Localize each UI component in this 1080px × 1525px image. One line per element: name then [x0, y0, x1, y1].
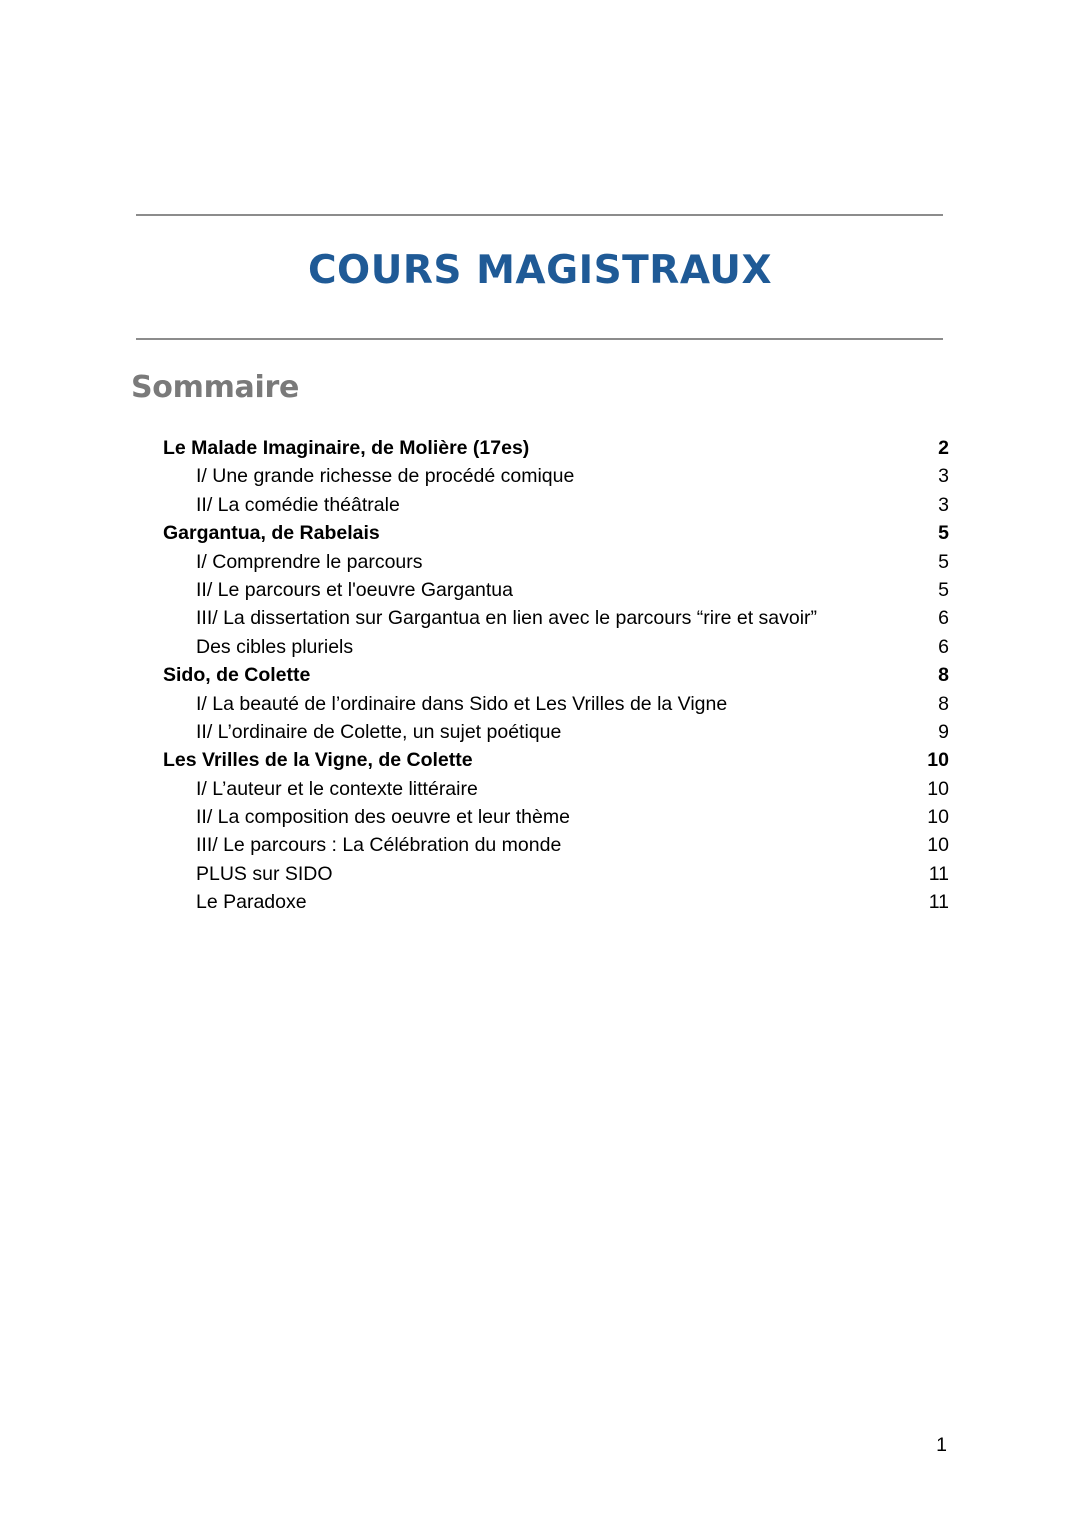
- toc-entry-page[interactable]: 5: [938, 522, 949, 545]
- toc-entry[interactable]: [163, 462, 949, 490]
- toc-entry[interactable]: [163, 718, 949, 746]
- toc-entry[interactable]: [163, 888, 949, 916]
- toc-entry-label[interactable]: Le Malade Imaginaire, de Molière (17es): [163, 437, 530, 459]
- toc-entry[interactable]: [163, 860, 949, 888]
- toc-entry-label[interactable]: II/ Le parcours et l'oeuvre Gargantua: [196, 578, 513, 601]
- toc-entry-label[interactable]: PLUS sur SIDO: [196, 862, 333, 885]
- toc-entry-label[interactable]: Les Vrilles de la Vigne, de Colette: [163, 749, 473, 772]
- toc-entry-page[interactable]: 11: [928, 891, 949, 914]
- toc-entry-page[interactable]: 10: [927, 777, 949, 800]
- toc-entry[interactable]: [163, 690, 949, 718]
- document-title: COURS MAGISTRAUX: [307, 248, 773, 293]
- toc-entry[interactable]: [163, 519, 949, 547]
- toc-entry[interactable]: [163, 633, 949, 661]
- toc-entry-page[interactable]: 5: [938, 578, 949, 601]
- toc-entry[interactable]: [163, 746, 949, 774]
- toc-entry[interactable]: [163, 803, 949, 831]
- toc-entry-page[interactable]: 11: [928, 862, 949, 885]
- toc-entry[interactable]: [163, 434, 949, 462]
- toc-entry[interactable]: [163, 576, 949, 604]
- toc-entry-label[interactable]: I/ Une grande richesse de procédé comique: [196, 465, 575, 488]
- toc-entry-page[interactable]: 8: [938, 664, 949, 687]
- toc-entry-label[interactable]: Le Paradoxe: [196, 891, 307, 914]
- toc-entry-page[interactable]: 10: [927, 749, 949, 772]
- page-number: 1: [936, 1434, 947, 1456]
- toc-entry-page[interactable]: 5: [938, 550, 949, 573]
- toc-entry-page[interactable]: 2: [938, 437, 949, 459]
- toc-entry-page[interactable]: 6: [938, 635, 949, 658]
- table-of-contents: [163, 434, 949, 917]
- toc-entry[interactable]: [163, 491, 949, 519]
- toc-entry[interactable]: [163, 548, 949, 576]
- toc-entry-label[interactable]: I/ L’auteur et le contexte littéraire: [196, 777, 478, 800]
- toc-entry-label[interactable]: I/ La beauté de l’ordinaire dans Sido et Les Vrilles de la Vigne: [196, 692, 728, 715]
- toc-heading: Sommaire: [131, 370, 300, 405]
- toc-entry-page[interactable]: 10: [927, 806, 949, 829]
- toc-entry-label[interactable]: I/ Comprendre le parcours: [196, 550, 423, 573]
- toc-entry[interactable]: [163, 661, 949, 689]
- toc-entry[interactable]: [163, 775, 949, 803]
- toc-entry-page[interactable]: 10: [927, 834, 949, 857]
- toc-entry-page[interactable]: 8: [938, 692, 949, 715]
- toc-entry-page[interactable]: 6: [938, 607, 949, 630]
- toc-entry-label[interactable]: Sido, de Colette: [163, 664, 311, 687]
- toc-entry[interactable]: [163, 831, 949, 859]
- toc-entry-label[interactable]: III/ La dissertation sur Gargantua en lien avec le parcours “rire et savoir”: [196, 607, 818, 630]
- toc-entry-page[interactable]: 3: [938, 493, 949, 516]
- toc-entry-page[interactable]: 3: [938, 465, 949, 488]
- toc-entry-label[interactable]: II/ La composition des oeuvre et leur thème: [196, 806, 570, 829]
- toc-entry-label[interactable]: III/ Le parcours : La Célébration du monde: [196, 834, 562, 857]
- toc-entry-page[interactable]: 9: [938, 720, 949, 743]
- toc-entry-label[interactable]: Des cibles pluriels: [196, 635, 354, 658]
- title-top-rule: [136, 214, 943, 216]
- toc-entry-label[interactable]: II/ L’ordinaire de Colette, un sujet poétique: [196, 720, 562, 743]
- toc-entry[interactable]: [163, 604, 949, 632]
- toc-entry-label[interactable]: Gargantua, de Rabelais: [163, 522, 380, 545]
- toc-entry-label[interactable]: II/ La comédie théâtrale: [196, 493, 400, 516]
- title-bottom-rule: [136, 338, 943, 340]
